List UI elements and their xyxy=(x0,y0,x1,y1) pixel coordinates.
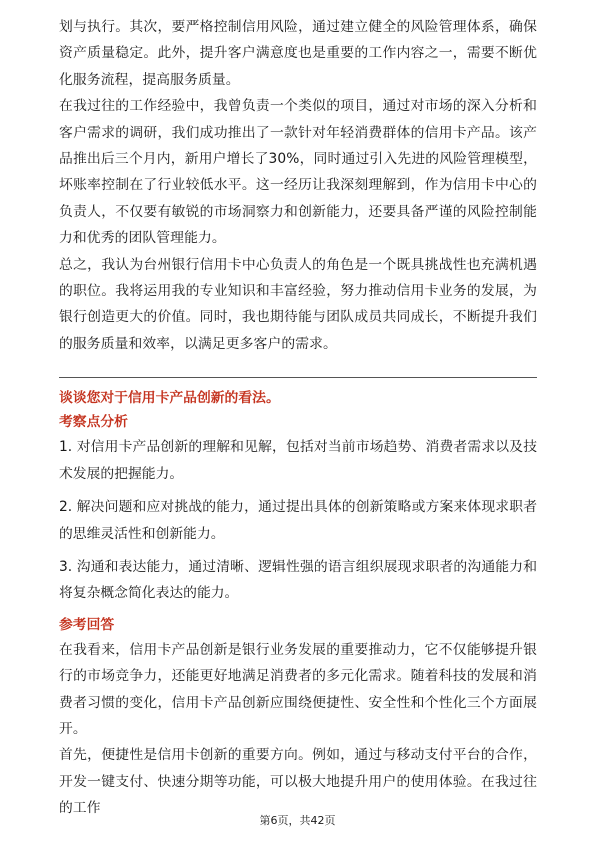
analysis-point: 2. 解决问题和应对挑战的能力，通过提出具体的创新策略或方案来体现求职者的思维灵活性和创新能力。 xyxy=(59,499,537,542)
analysis-point: 3. 沟通和表达能力，通过清晰、逻辑性强的语言组织展现求职者的沟通能力和将复杂概念简化表达的能力。 xyxy=(59,558,537,602)
answer-paragraph: 首先，便捷性是信用卡创新的重要方向。例如，通过与移动支付平台的合作，开发一键支付、快速分期等功能，可以极大地提升用户的使用体验。在我过往的工作 xyxy=(59,747,537,817)
answer-paragraph: 在我看来，信用卡产品创新是银行业务发展的重要推动力，它不仅能够提升银行的市场竞争力，还能更好地满足消费者的多元化需求。随着科技的发展和消费者习惯的变化，信用卡产品创新应围绕便捷性、安全性和个性化三个方面展开。 xyxy=(59,641,537,737)
analysis-heading: 考察点分析 xyxy=(59,414,128,431)
intro-paragraph: 在我过往的工作经验中，我曾负责一个类似的项目，通过对市场的深入分析和客户需求的调研，我们成功推出了一款针对年轻消费群体的信用卡产品。该产品推出后三个月内，新用户增长了30%，同时通过引入先进的风险管理模型，坏账率控制在了行业较低水平。这一经历让我深刻理解到，作为信用卡中心的负责人，不仅要有敏锐的市场洞察力和创新能力，还要具备严谨的风险控制能力和优秀的团队管理能力。 xyxy=(59,98,537,247)
intro-paragraph: 总之，我认为台州银行信用卡中心负责人的角色是一个既具挑战性也充满机遇的职位。我将运用我的专业知识和丰富经验，努力推动信用卡业务的发展，为银行创造更大的价值。同时，我也期待能与团队成员共同成长，不断提升我们的服务质量和效率，以满足更多客户的需求。 xyxy=(59,256,537,352)
intro-paragraph: 划与执行。其次，要严格控制信用风险，通过建立健全的风险管理体系，确保资产质量稳定。此外，提升客户满意度也是重要的工作内容之一，需要不断优化服务流程，提高服务质量。 xyxy=(59,19,537,88)
section-divider xyxy=(59,377,537,378)
answer-heading: 参考回答 xyxy=(59,616,115,633)
question-title: 谈谈您对于信用卡产品创新的看法。 xyxy=(59,390,280,407)
analysis-list xyxy=(59,434,537,606)
page-body xyxy=(59,14,537,822)
analysis-point: 1. 对信用卡产品创新的理解和见解，包括对当前市场趋势、消费者需求以及技术发展的把握能力。 xyxy=(59,439,537,482)
page-number-footer: 第6页，共42页 xyxy=(259,814,336,827)
